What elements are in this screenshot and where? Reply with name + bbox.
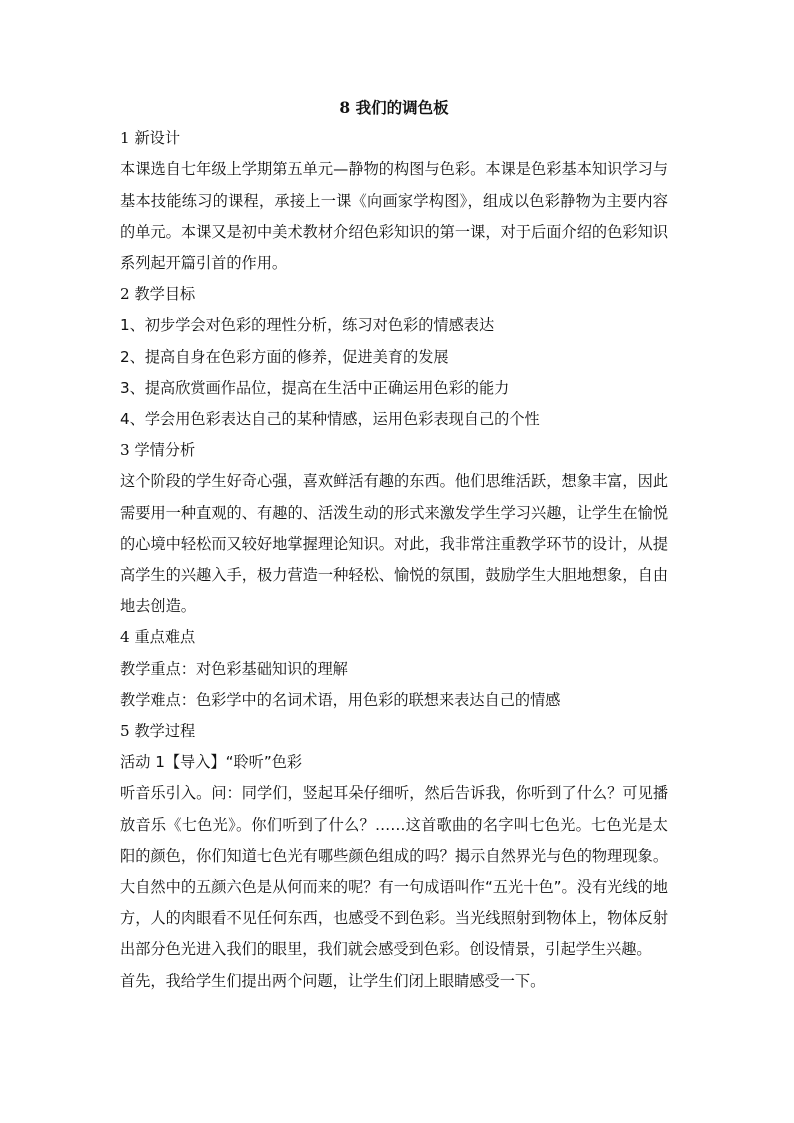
section-paragraph-new-design: 本课选自七年级上学期第五单元—静物的构图与色彩。本课是色彩基本知识学习与基本技能练习的课程，承接上一课《向画家学构图》，组成以色彩静物为主要内容的单元。本课又是初中美术教材介绍色彩知识的第一课，对于后面介绍的色彩知识系列起开篇引首的作用。	[120, 160, 668, 272]
section-heading-teaching-process: 5 教学过程	[120, 722, 196, 741]
section-heading-key-points: 4 重点难点	[120, 628, 196, 647]
goal-item-4: 4、学会用色彩表达自己的某种情感，运用色彩表现自己的个性	[120, 410, 540, 429]
goal-item-3: 3、提高欣赏画作品位，提高在生活中正确运用色彩的能力	[120, 378, 510, 397]
section-heading-new-design: 1 新设计	[120, 129, 181, 148]
document-page	[120, 92, 668, 997]
document-title: 8 我们的调色板	[339, 98, 449, 117]
activity-paragraph-2: 首先，我给学生们提出两个问题，让学生们闭上眼睛感受一下。	[120, 971, 546, 990]
section-paragraph-learner-analysis: 这个阶段的学生好奇心强，喜欢鲜活有趣的东西。他们思维活跃，想象丰富，因此需要用一种直观的、有趣的、活泼生动的形式来激发学生学习兴趣，让学生在愉悦的心境中轻松而又较好地掌握理论知识。对此，我非常注重教学环节的设计，从提高学生的兴趣入手，极力营造一种轻松、愉悦的氛围，鼓励学生大胆地想象，自由地去创造。	[120, 472, 668, 616]
key-point-difficulty: 教学难点：色彩学中的名词术语，用色彩的联想来表达自己的情感	[120, 690, 561, 709]
key-point-focus: 教学重点：对色彩基础知识的理解	[120, 659, 348, 678]
goal-item-1: 1、初步学会对色彩的理性分析，练习对色彩的情感表达	[120, 316, 495, 335]
activity-title: 活动 1【导入】“聆听”色彩	[120, 753, 303, 772]
section-heading-learner-analysis: 3 学情分析	[120, 441, 196, 460]
goal-item-2: 2、提高自身在色彩方面的修养，促进美育的发展	[120, 347, 449, 366]
activity-paragraph-1: 听音乐引入。问：同学们，竖起耳朵仔细听，然后告诉我，你听到了什么？可见播放音乐《七色光》。你们听到了什么？……这首歌曲的名字叫七色光。七色光是太阳的颜色，你们知道七色光有哪些颜色组成的吗？揭示自然界光与色的物理现象。大自然中的五颜六色是从何而来的呢？有一句成语叫作“五光十色”。没有光线的地方，人的肉眼看不见任何东西，也感受不到色彩。当光线照射到物体上，物体反射出部分色光进入我们的眼里，我们就会感受到色彩。创设情景，引起学生兴趣。	[120, 784, 668, 959]
section-heading-teaching-goals: 2 教学目标	[120, 285, 196, 304]
